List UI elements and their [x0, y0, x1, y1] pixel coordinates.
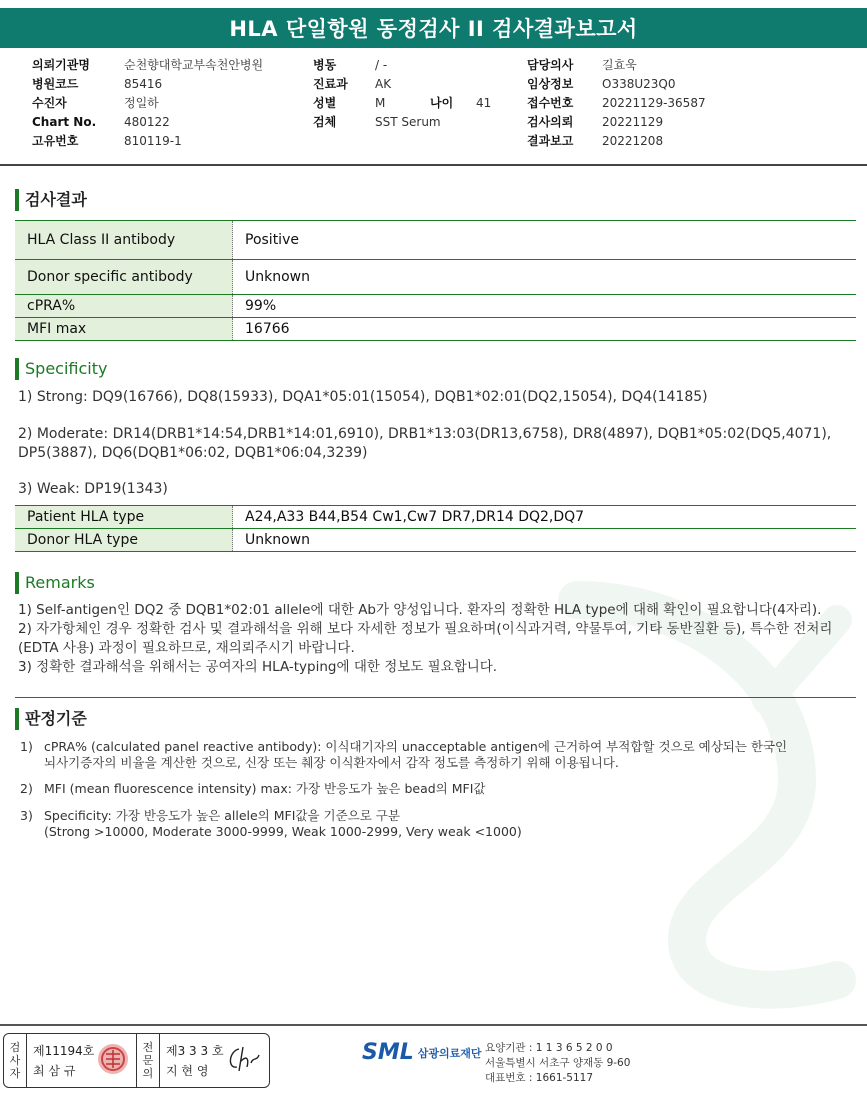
signature-box [3, 1033, 270, 1088]
age-value: 41 [476, 96, 492, 110]
header-label: 고유번호 [32, 134, 79, 148]
doctor-label: 전 문 의 [137, 1034, 160, 1087]
table-row [15, 318, 856, 341]
lab-code: 요양기관 : 1 1 3 6 5 2 0 0 [485, 1042, 613, 1054]
header-value: 순천향대학교부속천안병원 [124, 58, 264, 72]
specimen-label: 검체 [313, 115, 337, 129]
criteria-heading: 판정기준 [15, 708, 87, 730]
remarks-heading: Remarks [15, 572, 95, 594]
sex-label: 성별 [313, 96, 337, 110]
criteria-number: 1) [20, 739, 33, 754]
criteria-item-2 [20, 781, 840, 797]
sml-logo-icon: SML [362, 1040, 414, 1065]
header-value: 길효욱 [602, 58, 637, 72]
sex-value: M [375, 96, 386, 110]
remark-item: 2) 자가항체인 경우 정확한 검사 및 결과해석을 위해 보다 자세한 정보가 필요하며(이식과거력, 약물투여, 기타 동반질환 등), 특수한 전처리(EDTA 사용) 과정이 필요하므로, 재의뢰주시기 바랍니다. [18, 621, 833, 656]
criteria-item-1 [20, 739, 840, 771]
doctor-license: 제3 3 3 호 [166, 1043, 224, 1058]
result-key: HLA Class II antibody [15, 221, 233, 260]
remarks-list [18, 601, 853, 677]
header-label: 수진자 [32, 96, 67, 110]
doctor-cell [160, 1034, 269, 1087]
ward-label: 병동 [313, 58, 337, 72]
header-label: 담당의사 [527, 58, 574, 72]
remark-item: 1) Self-antigen인 DQ2 중 DQB1*02:01 allele에 대한 Ab가 양성입니다. 환자의 정확한 HLA type에 대해 확인이 필요합니다(4자리). [18, 602, 822, 618]
table-row [15, 221, 856, 260]
seal-stamp-icon [96, 1042, 130, 1076]
lab-phone: 대표번호 : 1661-5117 [485, 1072, 594, 1084]
result-key: MFI max [15, 318, 233, 341]
header-col-3 [527, 56, 706, 151]
result-value: Unknown [233, 260, 857, 295]
header-label: 병원코드 [32, 77, 79, 91]
header-value: 810119-1 [124, 134, 182, 148]
hla-value: Unknown [233, 529, 857, 552]
age-label: 나이 [430, 96, 454, 110]
lab-info [485, 1041, 630, 1086]
result-value: Positive [233, 221, 857, 260]
header-label: 결과보고 [527, 134, 574, 148]
lab-name: 삼광의료재단 [417, 1046, 482, 1060]
tester-name: 최 삼 규 [33, 1063, 76, 1078]
criteria-number: 2) [20, 781, 33, 796]
signature-icon [223, 1043, 263, 1077]
table-row [15, 295, 856, 318]
header-label: 검사의뢰 [527, 115, 574, 129]
report-title: HLA 단일항원 동정검사 II 검사결과보고서 [0, 8, 867, 48]
specificity-weak: 3) Weak: DP19(1343) [18, 481, 168, 497]
results-heading: 검사결과 [15, 189, 87, 211]
criteria-number: 3) [20, 808, 33, 823]
hla-value: A24,A33 B44,B54 Cw1,Cw7 DR7,DR14 DQ2,DQ7 [233, 506, 857, 529]
tester-cell [27, 1034, 137, 1087]
header-label: 임상정보 [527, 77, 574, 91]
header-value: 정일하 [124, 96, 159, 110]
hla-key: Donor HLA type [15, 529, 233, 552]
table-row [15, 529, 856, 552]
specimen-value: SST Serum [375, 115, 441, 129]
result-key: cPRA% [15, 295, 233, 318]
specificity-moderate: 2) Moderate: DR14(DRB1*14:54,DRB1*14:01,6910), DRB1*13:03(DR13,6758), DR8(4897), DQB1*05:02(DQ5,4071), DP5(3887), DQ6(DQB1*06:02, DQB1*06:04,3239) [18, 426, 832, 461]
dept-label: 진료과 [313, 77, 348, 91]
header-label: 접수번호 [527, 96, 574, 110]
tester-label: 검 사 자 [4, 1034, 27, 1087]
criteria-text: cPRA% (calculated panel reactive antibody): 이식대기자의 unacceptable antigen에 근거하여 부적합할 것으로 예상되는 한국인 [44, 739, 788, 754]
results-table [15, 220, 856, 341]
header-divider [0, 164, 867, 166]
lab-logo [362, 1040, 482, 1065]
header-value: 20221129-36587 [602, 96, 706, 110]
header-label: Chart No. [32, 115, 97, 129]
table-row [15, 260, 856, 295]
remarks-divider [15, 697, 856, 698]
footer-divider [0, 1024, 867, 1026]
result-value: 16766 [233, 318, 857, 341]
header-col-1 [32, 56, 263, 151]
header-value: 20221129 [602, 115, 664, 129]
specificity-strong: 1) Strong: DQ9(16766), DQ8(15933), DQA1*05:01(15054), DQB1*02:01(DQ2,15054), DQ4(14185) [18, 389, 708, 405]
header-value: O338U23Q0 [602, 77, 676, 91]
hla-key: Patient HLA type [15, 506, 233, 529]
hla-type-table [15, 505, 856, 552]
specificity-heading: Specificity [15, 358, 107, 380]
criteria-item-3 [20, 808, 840, 840]
lab-address: 서울특별시 서초구 양재동 9-60 [485, 1057, 631, 1069]
result-value: 99% [233, 295, 857, 318]
table-row [15, 506, 856, 529]
doctor-name: 지 현 영 [166, 1063, 209, 1078]
header-col-2 [313, 56, 491, 132]
header-label: 의뢰기관명 [32, 58, 90, 72]
header-value: 20221208 [602, 134, 664, 148]
result-key: Donor specific antibody [15, 260, 233, 295]
dept-value: AK [375, 77, 392, 91]
criteria-text: MFI (mean fluorescence intensity) max: 가장 반응도가 높은 bead의 MFI값 [44, 781, 486, 796]
ward-value: / - [375, 58, 388, 72]
criteria-text: 뇌사기증자의 비율을 계산한 것으로, 신장 또는 췌장 이식환자에서 감작 정도를 측정하기 위해 이용됩니다. [44, 755, 619, 770]
tester-license: 제11194호 [33, 1043, 95, 1058]
criteria-text: Specificity: 가장 반응도가 높은 allele의 MFI값을 기준으로 구분 [44, 808, 400, 823]
header-value: 480122 [124, 115, 170, 129]
header-value: 85416 [124, 77, 163, 91]
criteria-text: (Strong >10000, Moderate 3000-9999, Weak 1000-2999, Very weak <1000) [44, 824, 522, 839]
remark-item: 3) 정확한 결과해석을 위해서는 공여자의 HLA-typing에 대한 정보도 필요합니다. [18, 659, 498, 675]
